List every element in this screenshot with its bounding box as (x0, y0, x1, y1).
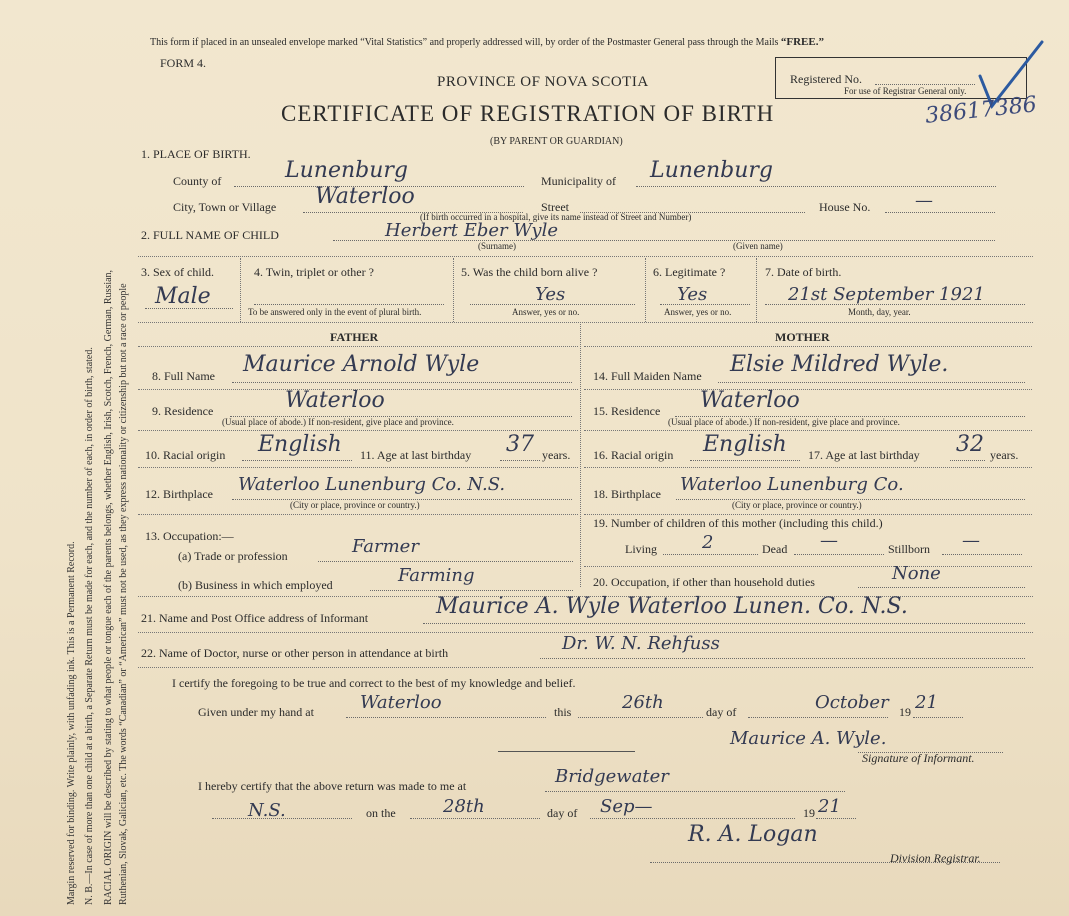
registrar-place-value: Bridgewater (555, 766, 669, 787)
day-of-label: day of (706, 705, 737, 719)
father-race-value: English (258, 432, 342, 457)
mother-birthplace-value: Waterloo Lunenburg Co. (680, 474, 904, 495)
free-label: “FREE.” (780, 36, 824, 48)
given-under-label: Given under my hand at (198, 705, 314, 719)
father-name-value: Maurice Arnold Wyle (243, 352, 480, 377)
father-residence-label: 9. Residence (152, 404, 214, 418)
registrar-province-value: N.S. (248, 800, 286, 821)
trade-value: Farmer (352, 536, 419, 557)
municipality-label: Municipality of (541, 174, 616, 188)
dob-value: 21st September 1921 (788, 284, 985, 305)
doctor-value: Dr. W. N. Rehfuss (562, 633, 720, 654)
certify-statement: I certify the foregoing to be true and correct to the best of my knowledge and belief. (172, 676, 576, 690)
mother-occupation-label: 20. Occupation, if other than household duties (593, 575, 815, 589)
county-label: County of (173, 174, 222, 188)
surname-note: (Surname) (478, 241, 516, 251)
given-place-value: Waterloo (360, 692, 442, 713)
living-label: Living (625, 542, 657, 556)
mother-residence-label: 15. Residence (593, 404, 661, 418)
mother-name-label: 14. Full Maiden Name (593, 369, 702, 383)
business-label: (b) Business in which employed (178, 578, 333, 592)
father-age-value: 37 (506, 432, 534, 457)
father-heading: FATHER (330, 330, 379, 344)
mother-race-label: 16. Racial origin (593, 448, 674, 462)
province-title: PROVINCE OF NOVA SCOTIA (437, 74, 649, 90)
father-residence-value: Waterloo (285, 388, 385, 413)
signature-label: Signature of Informant. (862, 751, 975, 765)
month-value: October (815, 692, 889, 713)
mother-birthplace-label: 18. Birthplace (593, 487, 661, 501)
registrar-month-value: Sep— (600, 796, 653, 817)
twin-note: To be answered only in the event of plural birth. (248, 307, 422, 317)
top-notice (150, 36, 824, 48)
twin-label: 4. Twin, triplet or other ? (254, 265, 374, 279)
father-birthplace-value: Waterloo Lunenburg Co. N.S. (238, 474, 506, 495)
registrar-day-of-label: day of (547, 806, 578, 820)
stillborn-label: Stillborn (888, 542, 931, 556)
registrar-signature: R. A. Logan (688, 822, 818, 847)
father-residence-note: (Usual place of abode.) If non-resident, give place and province. (222, 417, 454, 427)
mother-residence-note: (Usual place of abode.) If non-resident, give place and province. (668, 417, 900, 427)
dob-label: 7. Date of birth. (765, 265, 842, 279)
informant-label: 21. Name and Post Office address of Informant (141, 611, 369, 625)
father-age-label: 11. Age at last birthday (360, 448, 472, 462)
father-race-label: 10. Racial origin (145, 448, 226, 462)
informant-signature: Maurice A. Wyle. (730, 728, 887, 749)
year-value: 21 (915, 692, 938, 713)
this-day-value: 26th (622, 692, 664, 713)
dead-label: Dead (762, 542, 788, 556)
registrar-year-value: 21 (818, 796, 841, 817)
living-value: 2 (702, 532, 714, 553)
page-title: CERTIFICATE OF REGISTRATION OF BIRTH (281, 101, 775, 126)
registrar-year-prefix: 19 (803, 806, 815, 820)
registrar-use-note: For use of Registrar General only. (844, 86, 967, 96)
registered-label: Registered No. (790, 72, 862, 86)
margin-note-multiple-births: N. B.—In case of more than one child at a birth, a Separate Return must be made for each, and the number of each, in order of birth, stated. (84, 347, 95, 905)
top-notice-text: This form if placed in an unsealed envelope marked “Vital Statistics” and properly addressed will, by order of the Postmaster General pass through the Mails (150, 37, 779, 48)
father-birthplace-label: 12. Birthplace (145, 487, 213, 501)
house-label: House No. (819, 200, 871, 214)
division-registrar-label: Division Registrar. (890, 851, 981, 865)
street-note: (If birth occurred in a hospital, give its name instead of Street and Number) (420, 212, 692, 222)
stillborn-value: — (962, 530, 980, 551)
child-name-value: Herbert Eber Wyle (385, 220, 559, 241)
doctor-label: 22. Name of Doctor, nurse or other person in attendance at birth (141, 646, 449, 660)
legitimate-label: 6. Legitimate ? (653, 265, 726, 279)
occupation-label: 13. Occupation:— (145, 529, 234, 543)
father-name-label: 8. Full Name (152, 369, 215, 383)
legitimate-note: Answer, yes or no. (664, 307, 732, 317)
sex-value: Male (155, 284, 211, 309)
mother-residence-value: Waterloo (700, 388, 800, 413)
mother-race-value: English (703, 432, 787, 457)
street-label: Street (541, 200, 569, 214)
trade-label: (a) Trade or profession (178, 549, 288, 563)
legitimate-value: Yes (677, 284, 708, 305)
mother-age-value: 32 (956, 432, 984, 457)
city-value: Waterloo (315, 184, 415, 209)
given-name-note: (Given name) (733, 241, 783, 251)
mother-occupation-value: None (892, 563, 941, 584)
sex-label: 3. Sex of child. (141, 265, 214, 279)
dob-note: Month, day, year. (848, 307, 911, 317)
registered-number: 38617386 (924, 92, 1038, 129)
place-of-birth-label: 1. PLACE OF BIRTH. (141, 147, 251, 161)
father-years-label: years. (542, 448, 571, 462)
margin-note-racial-origin: RACIAL ORIGIN will be described by stating to what people or tongue each of the parents belongs, whether English, Irish, Scotch, French, German, Russian, (103, 269, 114, 905)
this-label: this (554, 705, 572, 719)
county-value: Lunenburg (285, 158, 408, 183)
informant-value: Maurice A. Wyle Waterloo Lunen. Co. N.S. (436, 594, 908, 619)
born-alive-note: Answer, yes or no. (512, 307, 580, 317)
born-alive-label: 5. Was the child born alive ? (461, 265, 598, 279)
margin-note-racial-origin-cont: Ruthenian, Slovak, Galician, etc. The words “Canadian” or “American” must not be used, as they express nationality or citizenship but not a race or people (118, 283, 129, 905)
city-label: City, Town or Village (173, 200, 277, 214)
business-value: Farming (398, 565, 475, 586)
municipality-value: Lunenburg (650, 158, 773, 183)
form-number: FORM 4. (160, 56, 207, 70)
mother-heading: MOTHER (775, 330, 830, 344)
subtitle: (BY PARENT OR GUARDIAN) (490, 136, 623, 147)
born-alive-value: Yes (535, 284, 566, 305)
mother-years-label: years. (990, 448, 1019, 462)
registrar-on-label: on the (366, 806, 396, 820)
children-count-label: 19. Number of children of this mother (including this child.) (593, 516, 883, 530)
mother-birthplace-note: (City or place, province or country.) (732, 500, 862, 510)
registrar-day-value: 28th (443, 796, 485, 817)
mother-age-label: 17. Age at last birthday (808, 448, 920, 462)
year-prefix: 19 (899, 705, 911, 719)
dead-value: — (820, 530, 838, 551)
registrar-statement: I hereby certify that the above return was made to me at (198, 779, 467, 793)
father-birthplace-note: (City or place, province or country.) (290, 500, 420, 510)
mother-name-value: Elsie Mildred Wyle. (730, 352, 949, 377)
margin-note-binding: Margin reserved for binding. Write plainly, with unfading ink. This is a Permanent Record. (66, 541, 77, 905)
house-value: — (915, 190, 933, 211)
child-name-label: 2. FULL NAME OF CHILD (141, 228, 279, 242)
